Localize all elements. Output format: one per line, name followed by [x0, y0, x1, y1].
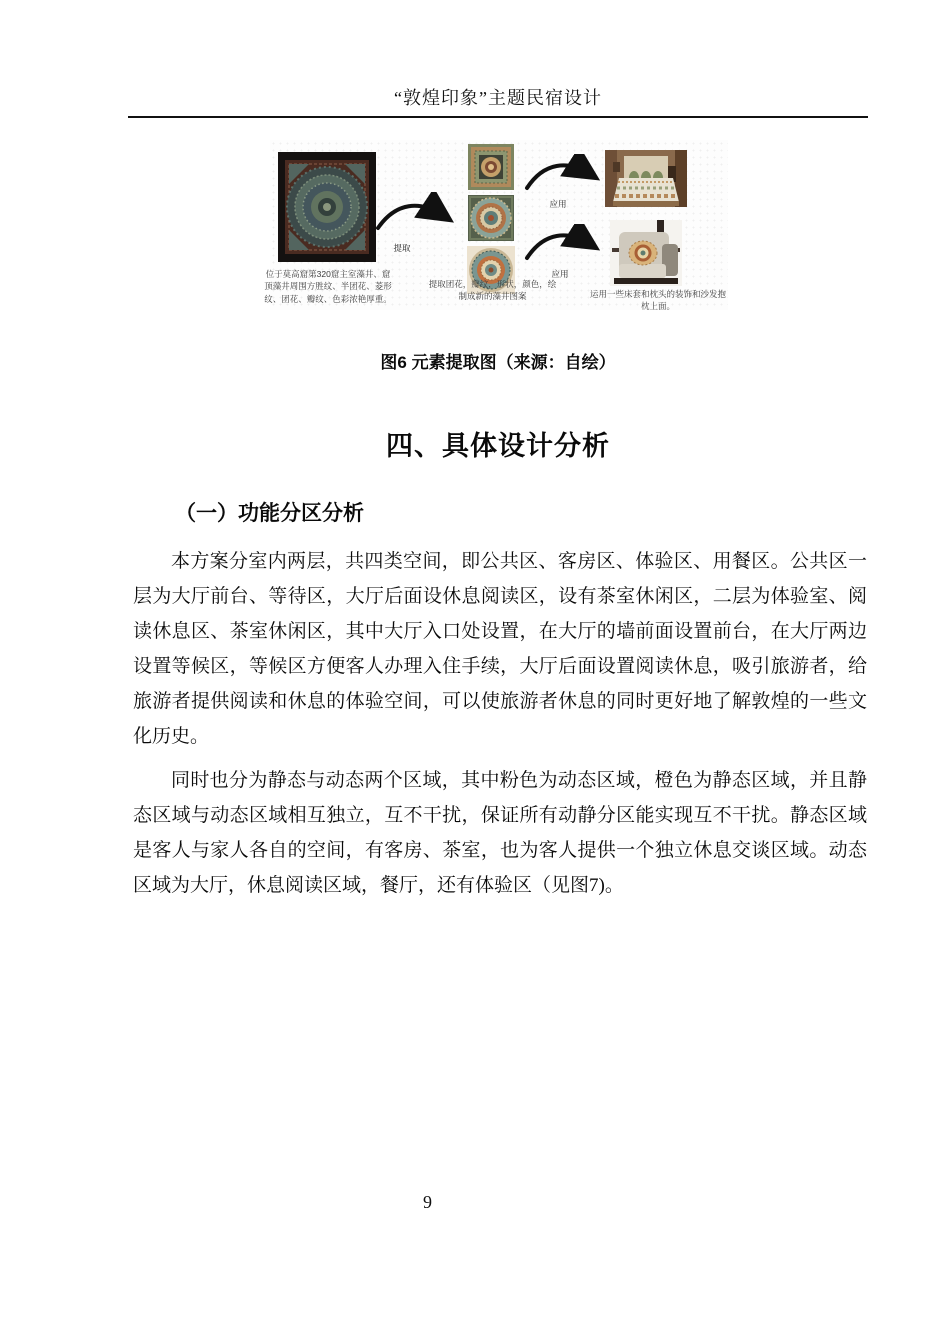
figure-caption: 图6 元素提取图（来源：自绘） [380, 353, 616, 372]
apply-arrow-top-icon [522, 154, 602, 198]
apply-arrow-top-label: 应用 [549, 199, 567, 209]
paragraph-functional-zoning: 本方案分室内两层，共四类空间，即公共区、客房区、体验区、用餐区。公共区一层为大厅前台、等待区，大厅后面设休息阅读区，设有茶室休闲区，二层为体验室、阅读休息区、茶室休闲区，其中大厅入口处设置，在大厅的墙前面设置前台，在大厅两边设置等候区，等候区方便客人办理入住手续，大厅后面设置阅读休息，吸引旅游者，给旅游者提供阅读和休息的体验空间，可以使旅游者休息的同时更好地了解敦煌的一些文化历史。 [133, 551, 867, 747]
section-heading: 四、具体设计分析 [386, 431, 610, 461]
body-text [133, 544, 867, 903]
page-header-title: “敦煌印象”主题民宿设计 [394, 88, 602, 108]
patterns-caption: 提取团花，瓣纹，形状，颜色，绘制成新的藻井图案 [428, 279, 557, 302]
mogao-caisson-source-image [278, 152, 376, 262]
application-caption: 运用一些床套和枕头的装饰和沙发抱枕上面。 [589, 289, 726, 312]
apply-arrow-bottom-label: 应用 [551, 269, 569, 279]
source-image-caption: 位于莫高窟第320窟主室藻井、窟顶藻井周围方胜纹、半团花、菱形纹、团花、瓣纹、色彩浓艳厚重。 [264, 269, 392, 304]
extracted-pattern-square-middle [468, 195, 514, 241]
extract-arrow-label: 提取 [393, 243, 411, 253]
subsection-heading: （一）功能分区分析 [175, 502, 364, 525]
sofa-pillow-application-image [610, 220, 682, 286]
extract-arrow-icon [372, 192, 456, 240]
paragraph-static-dynamic-zones: 同时也分为静态与动态两个区域，其中粉色为动态区域，橙色为静态区域，并且静态区域与动态区域相互独立，互不干扰，保证所有动静分区能实现互不干扰。静态区域是客人与家人各自的空间，有客房、茶室，也为客人提供一个独立休息交谈区域。动态区域为大厅，休息阅读区域，餐厅，还有体验区（见图7)。 [133, 770, 867, 896]
header-divider [128, 116, 868, 118]
extracted-pattern-square-top [468, 144, 514, 190]
page-number: 9 [423, 1192, 432, 1212]
apply-arrow-bottom-icon [522, 224, 602, 268]
figure-element-extraction-diagram [264, 140, 728, 312]
bed-application-image [605, 150, 687, 207]
